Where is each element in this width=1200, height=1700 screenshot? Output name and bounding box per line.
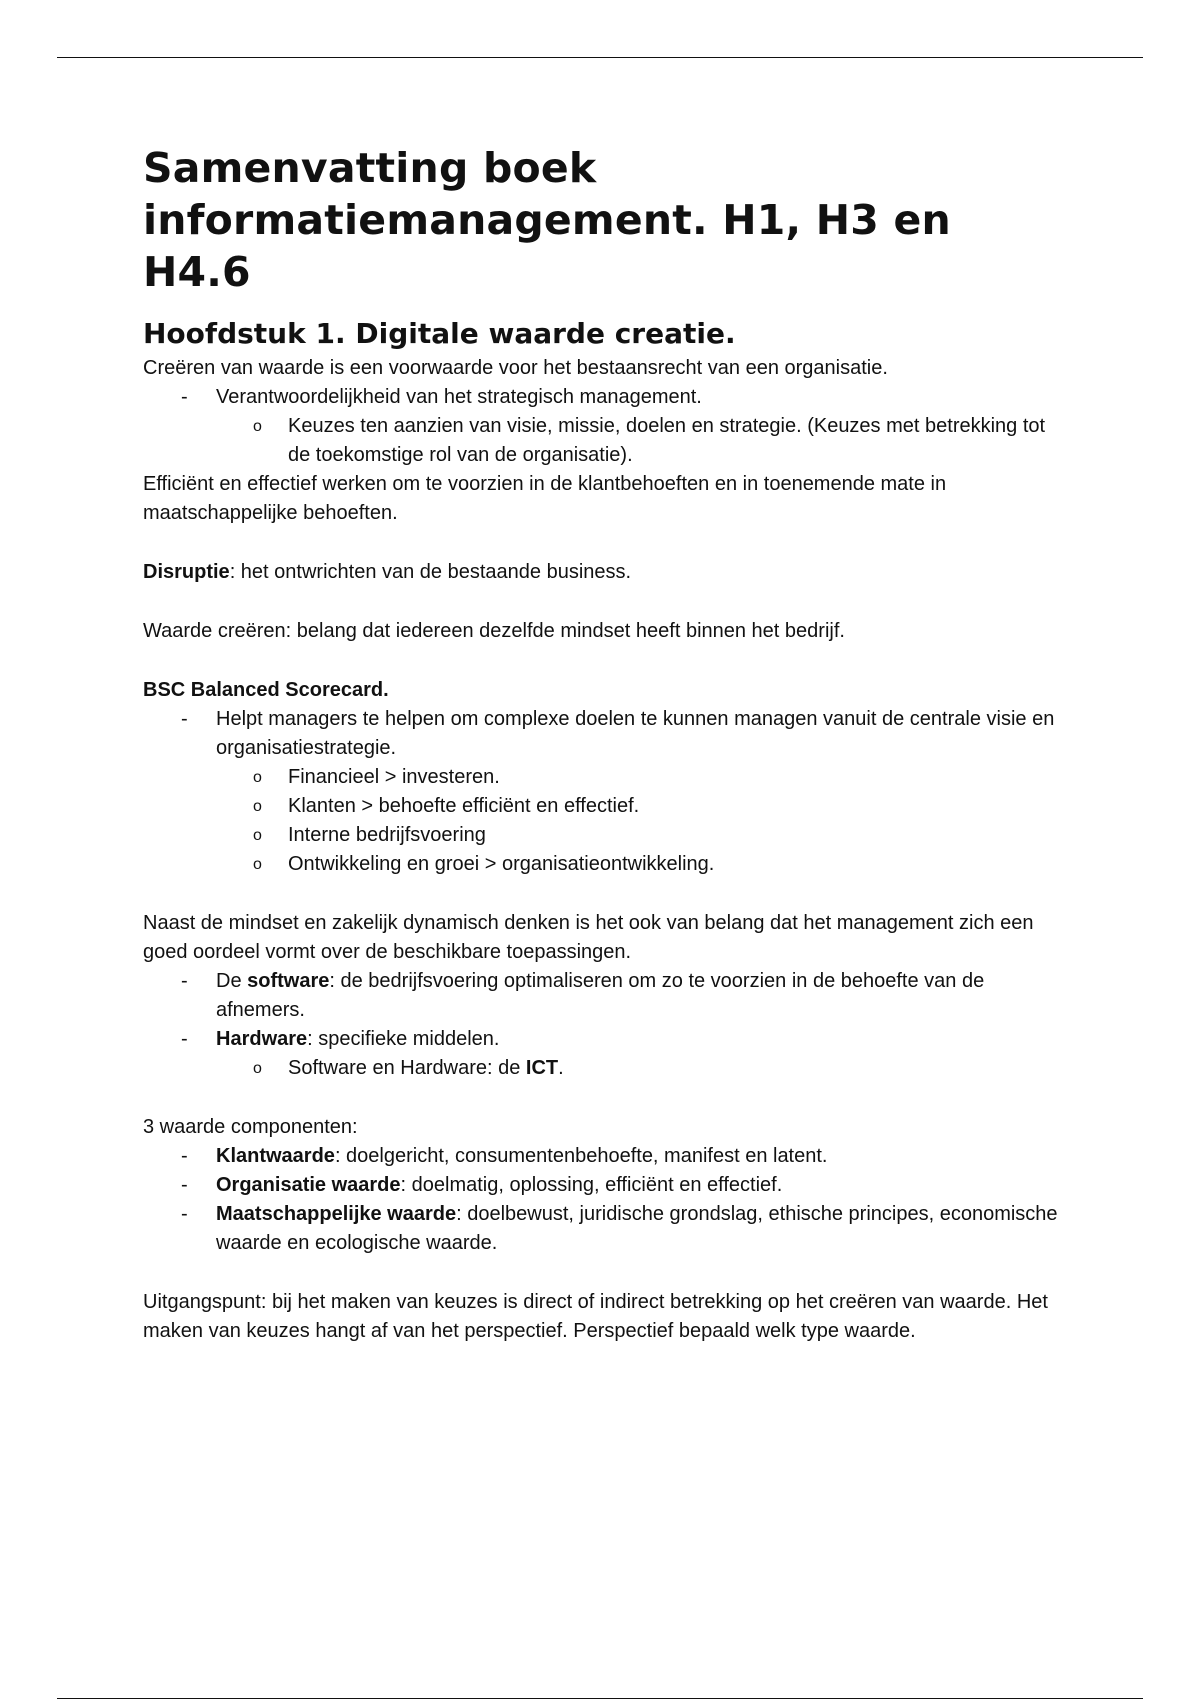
circle-marker: o bbox=[253, 769, 262, 786]
list-item-text bbox=[216, 1145, 827, 1167]
term-ict: ICT bbox=[525, 1057, 559, 1079]
sub-list-item-text: Keuzes ten aanzien van visie, missie, doelen en strategie. (Keuzes met betrekking tot de toekomstige rol van de organisatie). bbox=[288, 415, 1046, 466]
sub-list-item bbox=[143, 821, 1063, 850]
software-definition: : de bedrijfsvoering optimaliseren om zo te voorzien in de behoefte van de afnemers. bbox=[216, 970, 985, 1021]
term-maatschappelijke-waarde: Maatschappelijke waarde bbox=[216, 1203, 457, 1225]
bullet-list bbox=[143, 967, 1063, 1083]
dash-marker: - bbox=[181, 708, 188, 730]
list-item bbox=[143, 1200, 1063, 1258]
list-item bbox=[143, 1025, 1063, 1054]
paragraph-disruptie bbox=[143, 558, 1063, 587]
ict-suffix: . bbox=[558, 1057, 564, 1079]
paragraph-uitgangspunt: Uitgangspunt: bij het maken van keuzes is direct of indirect betrekking op het creëren van waarde. Het maken van keuzes hangt af van het perspectief. Perspectief bepaald welk type waarde. bbox=[143, 1291, 1048, 1342]
sub-list-item bbox=[143, 412, 1063, 470]
chapter-content bbox=[143, 354, 1063, 1346]
list-item bbox=[143, 1142, 1063, 1171]
list-item-text: Helpt managers te helpen om complexe doelen te kunnen managen vanuit de centrale visie en organisatiestrategie. bbox=[216, 708, 1055, 759]
dash-marker: - bbox=[181, 1174, 188, 1196]
circle-marker: o bbox=[253, 418, 262, 435]
dash-marker: - bbox=[181, 386, 188, 408]
maatschappelijke-waarde-definition: : doelbewust, juridische grondslag, ethische principes, economische waarde en ecologische waarde. bbox=[216, 1203, 1058, 1254]
document-title: Samenvatting boek informatiemanagement. H1, H3 en H4.6 bbox=[143, 144, 951, 296]
list-item-text bbox=[216, 1028, 499, 1050]
list-item-text bbox=[216, 970, 984, 1021]
paragraph-waarde-voorwaarde: Creëren van waarde is een voorwaarde voor het bestaansrecht van een organisatie. bbox=[143, 357, 888, 379]
dash-marker: - bbox=[181, 970, 188, 992]
term-software: software bbox=[247, 970, 330, 992]
dash-marker: - bbox=[181, 1145, 188, 1167]
circle-marker: o bbox=[253, 1060, 262, 1077]
dash-marker: - bbox=[181, 1028, 188, 1050]
document-body bbox=[143, 142, 1063, 1346]
term-disruptie: Disruptie bbox=[143, 561, 230, 583]
bsc-list bbox=[143, 705, 1063, 879]
sub-list-item bbox=[143, 763, 1063, 792]
bsc-heading bbox=[143, 676, 1063, 705]
klantwaarde-definition: : doelgericht, consumentenbehoefte, manifest en latent. bbox=[334, 1145, 828, 1167]
sub-list-item-text bbox=[288, 1057, 564, 1079]
dash-marker: - bbox=[181, 1203, 188, 1225]
header-rule bbox=[57, 57, 1143, 58]
paragraph-efficient: Efficiënt en effectief werken om te voorzien in de klantbehoeften en in toenemende mate in maatschappelijke behoeften. bbox=[143, 473, 947, 524]
list-item-text: Verantwoordelijkheid van het strategisch management. bbox=[216, 386, 702, 408]
software-prefix: De bbox=[216, 970, 248, 992]
bsc-heading-text: BSC Balanced Scorecard. bbox=[143, 679, 389, 701]
circle-marker: o bbox=[253, 798, 262, 815]
list-item bbox=[143, 1171, 1063, 1200]
organisatie-waarde-definition: : doelmatig, oplossing, efficiënt en effectief. bbox=[400, 1174, 783, 1196]
sub-list-item-text: Interne bedrijfsvoering bbox=[288, 824, 486, 846]
ict-prefix: Software en Hardware: de bbox=[288, 1057, 526, 1079]
sub-list-item-text: Financieel > investeren. bbox=[288, 766, 500, 788]
term-organisatie-waarde: Organisatie waarde bbox=[216, 1174, 401, 1196]
term-hardware: Hardware bbox=[216, 1028, 308, 1050]
disruptie-definition: : het ontwrichten van de bestaande business. bbox=[229, 561, 632, 583]
sub-list-item-text: Klanten > behoefte efficiënt en effectief. bbox=[288, 795, 640, 817]
components-list bbox=[143, 1142, 1063, 1258]
sub-list-item-text: Ontwikkeling en groei > organisatieontwikkeling. bbox=[288, 853, 715, 875]
list-item-text bbox=[216, 1174, 782, 1196]
chapter-heading: Hoofdstuk 1. Digitale waarde creatie. bbox=[143, 317, 736, 350]
list-item bbox=[143, 967, 1063, 1025]
bullet-list bbox=[143, 383, 1063, 470]
term-klantwaarde: Klantwaarde bbox=[216, 1145, 335, 1167]
sub-list-item bbox=[143, 850, 1063, 879]
list-item bbox=[143, 705, 1063, 763]
list-item-text bbox=[216, 1203, 1058, 1254]
paragraph-naast: Naast de mindset en zakelijk dynamisch denken is het ook van belang dat het management zich een goed oordeel vormt over de beschikbare toepassingen. bbox=[143, 912, 1034, 963]
footer-rule bbox=[57, 1698, 1143, 1699]
circle-marker: o bbox=[253, 827, 262, 844]
list-item bbox=[143, 383, 1063, 412]
paragraph-waarde-creeren: Waarde creëren: belang dat iedereen dezelfde mindset heeft binnen het bedrijf. bbox=[143, 620, 845, 642]
circle-marker: o bbox=[253, 856, 262, 873]
components-heading: 3 waarde componenten: bbox=[143, 1116, 358, 1138]
sub-list-item bbox=[143, 1054, 1063, 1083]
hardware-definition: : specifieke middelen. bbox=[307, 1028, 500, 1050]
sub-list-item bbox=[143, 792, 1063, 821]
